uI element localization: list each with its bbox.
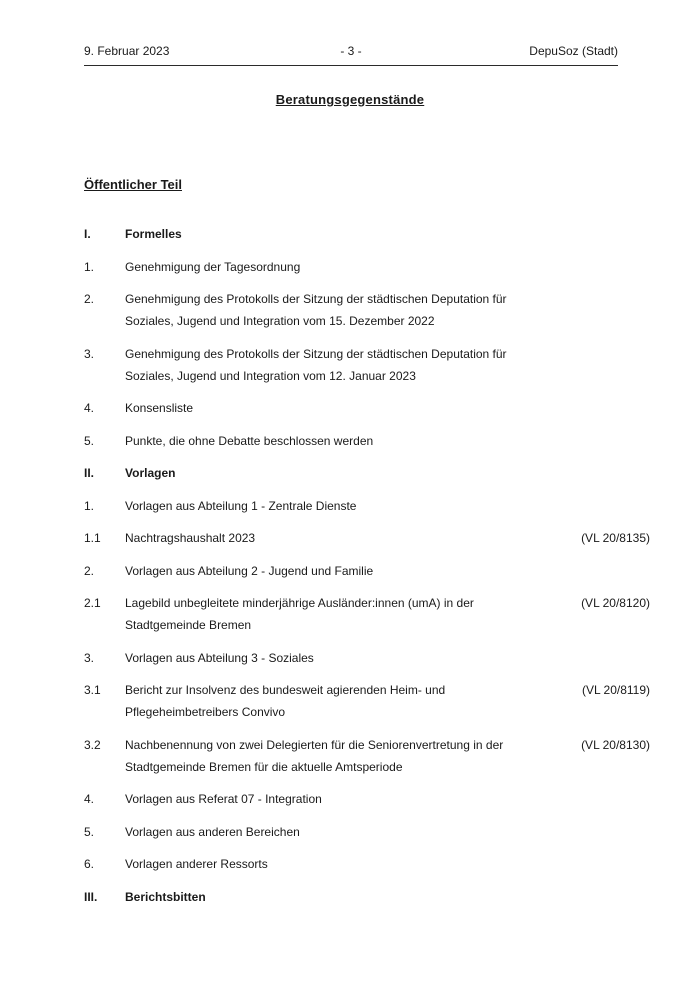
item-number: 2. (84, 292, 95, 306)
item-text (125, 527, 581, 549)
item-text-line: Stadtgemeinde Bremen (125, 618, 252, 632)
item-text (125, 288, 650, 332)
item-text (125, 853, 650, 875)
item-number: III. (84, 889, 98, 904)
header-org: DepuSoz (Stadt) (529, 44, 618, 58)
item-text-line: Vorlagen (125, 466, 176, 480)
item-text-line: Soziales, Jugend und Integration vom 15. Dezember 2022 (125, 314, 435, 328)
page-header (0, 44, 700, 58)
item-text-line: Soziales, Jugend und Integration vom 12. Januar 2023 (125, 368, 416, 383)
item-text (125, 679, 582, 723)
agenda-item (84, 397, 650, 419)
item-number: 1. (84, 259, 95, 274)
item-number: 2. (84, 563, 95, 578)
agenda-item (84, 679, 650, 723)
header-page-number: - 3 - (340, 44, 362, 58)
item-number: II. (84, 466, 95, 480)
item-number: I. (84, 227, 91, 241)
page-title: Beratungsgegenstände (275, 92, 425, 107)
agenda-item (84, 647, 650, 669)
item-text-line: Nachtragshaushalt 2023 (125, 531, 256, 545)
item-text (125, 821, 650, 843)
item-text-line: Vorlagen aus Abteilung 3 - Soziales (125, 650, 314, 665)
agenda-item (84, 788, 650, 810)
item-text (125, 397, 650, 419)
agenda-item (84, 223, 650, 245)
agenda-list (0, 223, 700, 908)
agenda-item (84, 343, 650, 387)
item-number: 5. (84, 433, 95, 448)
item-number: 2.1 (84, 596, 101, 610)
agenda-item (84, 256, 650, 278)
header-rule (84, 65, 618, 66)
item-text-line: Pflegeheimbetreibers Convivo (125, 705, 286, 719)
item-text-line: Vorlagen aus Abteilung 1 - Zentrale Dienste (125, 498, 357, 513)
item-text-line: Vorlagen aus Referat 07 - Integration (125, 792, 322, 806)
item-number: 1.1 (84, 531, 101, 545)
agenda-item (84, 821, 650, 843)
agenda-item (84, 495, 650, 517)
agenda-item (84, 462, 650, 484)
item-number: 4. (84, 401, 95, 415)
item-text-line: Genehmigung des Protokolls der Sitzung der städtischen Deputation für (125, 292, 507, 306)
item-text (125, 734, 581, 778)
item-text (125, 430, 650, 452)
item-text (125, 462, 650, 484)
item-text (125, 886, 650, 908)
agenda-item (84, 288, 650, 332)
agenda-item (84, 886, 650, 908)
item-number: 4. (84, 792, 95, 806)
item-text-line: Vorlagen anderer Ressorts (125, 857, 268, 871)
item-text-line: Genehmigung des Protokolls der Sitzung der städtischen Deputation für (125, 346, 507, 361)
item-text-line: Vorlagen aus Abteilung 2 - Jugend und Familie (125, 563, 374, 578)
item-text (125, 495, 650, 517)
item-text (125, 788, 650, 810)
item-text-line: Berichtsbitten (125, 889, 206, 904)
item-number: 3.2 (84, 737, 101, 752)
item-text-line: Stadtgemeinde Bremen für die aktuelle Amtsperiode (125, 759, 403, 774)
item-reference: (VL 20/8135) (581, 531, 650, 545)
agenda-item (84, 734, 650, 778)
item-text (125, 560, 650, 582)
item-text (125, 256, 650, 278)
item-text-line: Nachbenennung von zwei Delegierten für die Seniorenvertretung in der (125, 737, 504, 752)
item-text-line: Bericht zur Insolvenz des bundesweit agierenden Heim- und (125, 683, 446, 697)
agenda-item (84, 853, 650, 875)
item-number: 3. (84, 346, 95, 361)
item-text-line: Genehmigung der Tagesordnung (125, 259, 301, 274)
agenda-item (84, 430, 650, 452)
item-number: 6. (84, 857, 95, 871)
item-text (125, 647, 650, 669)
item-reference: (VL 20/8130) (581, 737, 650, 752)
item-text-line: Lagebild unbegleitete minderjährige Ausländer:innen (umA) in der (125, 596, 474, 610)
item-number: 5. (84, 824, 95, 839)
item-text-line: Formelles (125, 227, 182, 241)
agenda-item (84, 592, 650, 636)
header-date: 9. Februar 2023 (84, 44, 170, 58)
section-heading-public-part: Öffentlicher Teil (84, 177, 182, 192)
agenda-item (84, 527, 650, 549)
item-text (125, 592, 581, 636)
item-reference: (VL 20/8120) (581, 596, 650, 610)
item-number: 3.1 (84, 683, 101, 697)
item-text (125, 343, 650, 387)
item-text-line: Konsensliste (125, 401, 194, 415)
item-number: 1. (84, 498, 95, 513)
item-text (125, 223, 650, 245)
item-reference: (VL 20/8119) (581, 683, 650, 697)
item-text-line: Punkte, die ohne Debatte beschlossen werden (125, 433, 374, 448)
item-number: 3. (84, 650, 95, 665)
item-text-line: Vorlagen aus anderen Bereichen (125, 824, 300, 839)
agenda-item (84, 560, 650, 582)
